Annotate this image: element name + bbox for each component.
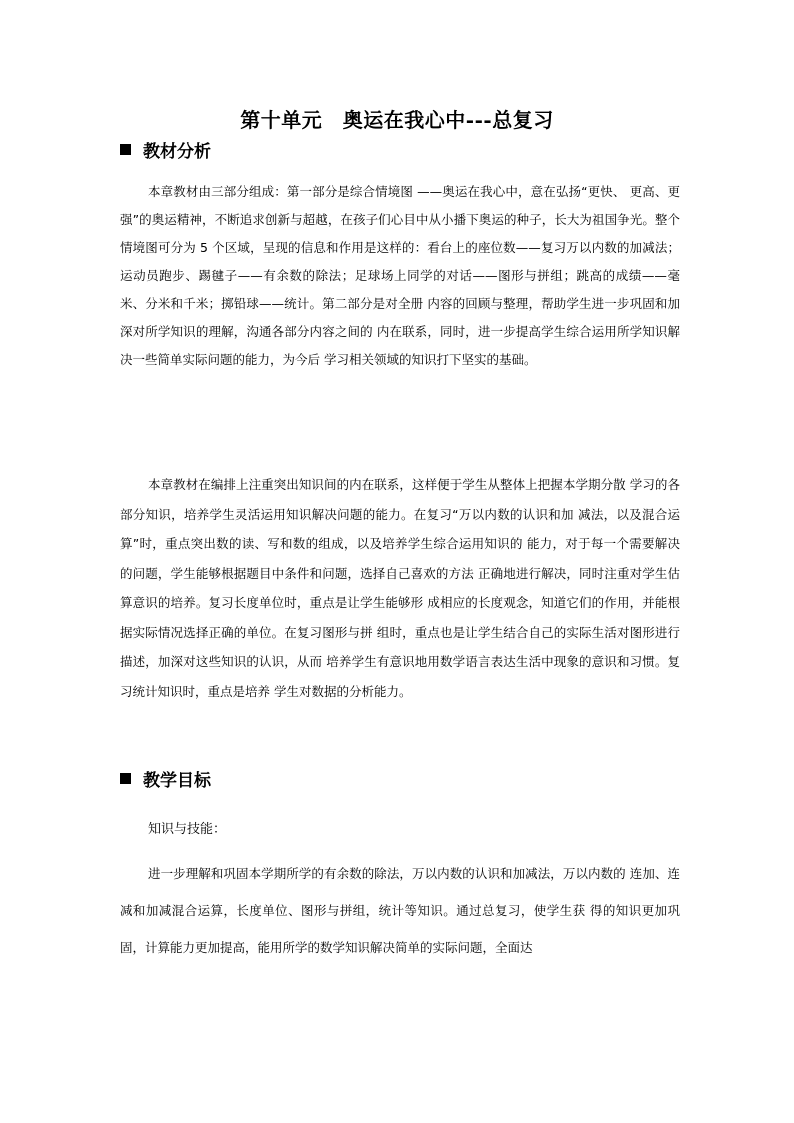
- knowledge-skills-subheading: 知识与技能：: [148, 822, 227, 837]
- textbook-analysis-paragraph-1: 本章教材由三部分组成：第一部分是综合情境图 ——奥运在我心中，意在弘扬“更快、 更高、更强”的奥运精神，不断追求创新与超越，在孩子们心目中从小播下奥运的种子，长大为祖国争光。整个情境图可分为 5 个区域，呈现的信息和作用是这样的：看台上的座位数——复习万以内数的加减法；运动员跑步、踢毽子——有余数的除法；足球场上同学的对话——图形与拼组；跳高的成绩——毫米、分米和千米；掷铅球——统计。第二部分是对全册 内容的回顾与整理，帮助学生进一步巩固和加深对所学知识的理解，沟通各部分内容之间的 内在联系，同时，进一步提高学生综合运用所学知识解决一些简单实际问题的能力，为今后 学习相关领域的知识打下坚实的基础。: [120, 184, 680, 367]
- section-heading-textbook-analysis: [120, 137, 211, 162]
- section-heading-label: 教材分析: [143, 142, 211, 162]
- square-bullet-icon: [120, 773, 131, 784]
- document-title: 第十单元 奥运在我心中---总复习: [240, 108, 554, 132]
- textbook-analysis-paragraph-2: 本章教材在编排上注重突出知识间的内在联系，这样便于学生从整体上把握本学期分散 学习的各部分知识，培养学生灵活运用知识解决问题的能力。在复习“万以内数的认识和加 减法，以及混合运算”时，重点突出数的读、写和数的组成，以及培养学生综合运用知识的 能力，对于每一个需要解决的问题，学生能够根据题目中条件和问题，选择自己喜欢的方法 正确地进行解决，同时注重对学生估算意识的培养。复习长度单位时，重点是让学生能够形 成相应的长度观念，知道它们的作用，并能根据实际情况选择正确的单位。在复习图形与拼 组时，重点也是让学生结合自己的实际生活对图形进行描述，加深对这些知识的认识，从而 培养学生有意识地用数学语言表达生活中现象的意识和习惯。复习统计知识时，重点是培养 学生对数据的分析能力。: [120, 477, 680, 699]
- section-heading-teaching-goals: [120, 766, 211, 791]
- square-bullet-icon: [120, 144, 131, 155]
- section-heading-label: 教学目标: [143, 771, 211, 791]
- teaching-goals-paragraph-1: 进一步理解和巩固本学期所学的有余数的除法，万以内数的认识和加减法，万以内数的 连加、连减和加减混合运算，长度单位、图形与拼组，统计等知识。通过总复习，使学生获 得的知识更加巩固，计算能力更加提高，能用所学的数学知识解决简单的实际问题，全面达: [120, 866, 680, 955]
